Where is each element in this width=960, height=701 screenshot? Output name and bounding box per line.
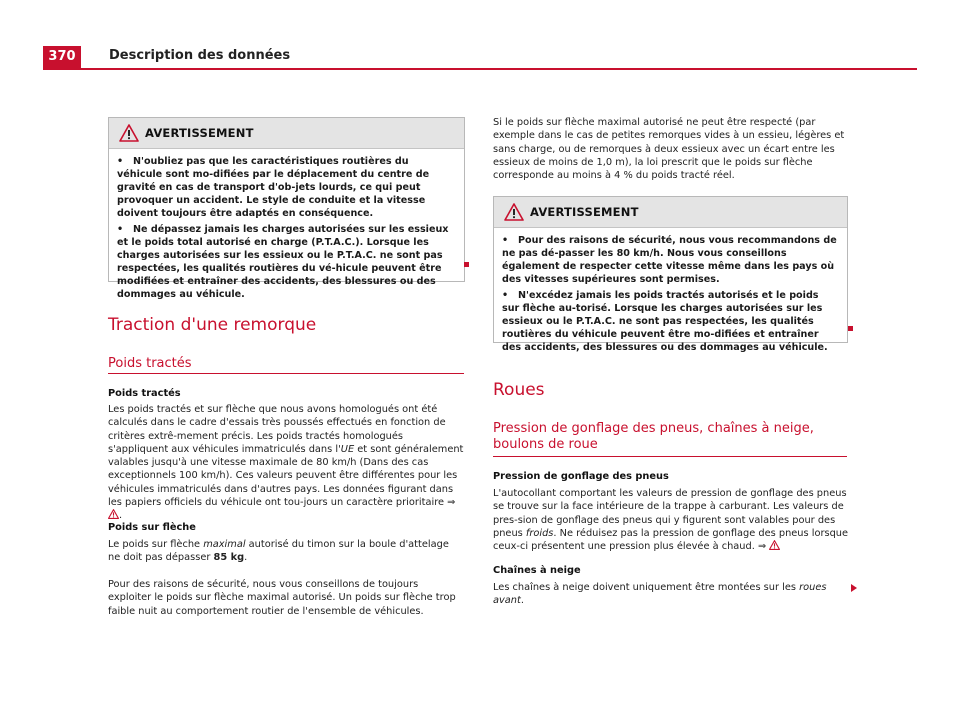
- section-title: Roues: [493, 380, 545, 400]
- continue-arrow-icon: [851, 584, 857, 592]
- subsection-rule: [108, 373, 464, 374]
- page-header: [43, 46, 917, 68]
- subsection-title: Pression de gonﬂage des pneus, chaînes à neige, boulons de roue: [493, 421, 814, 452]
- body-paragraph: Les chaînes à neige doivent uniquement être montées sur les roues avant.: [493, 582, 827, 607]
- warning-header: [494, 197, 847, 228]
- warning-triangle-icon: [504, 203, 524, 221]
- warning-triangle-icon[interactable]: [769, 540, 780, 550]
- body-paragraph: Le poids sur ﬂèche maximal autorisé du timon sur la boule d'attelage ne doit pas dépasser 85 kg.: [108, 539, 449, 564]
- warning-item: • N'excédez jamais les poids tractés autorisés et le poids sur ﬂèche au-torisé. Lorsque les charges autorisées sur les essieux ou le P.T.A.C. ne sont pas respectées, les qualités routières du véhicule peuvent être mo-diﬁées et entraîner des accidents, des blessures ou des dommages au véhicule.: [502, 290, 828, 353]
- block-heading: Poids tractés: [108, 388, 181, 399]
- body-paragraph: L'autocollant comportant les valeurs de pression de gonﬂage des pneus se trouve sur la face intérieure de la trappe à carburant. Les valeurs de pres-sion de gonﬂage des pneus qui y ﬁgurent sont valables pour des pneus froids. Ne réduisez pas la pression de gonﬂage des pneus lorsque ceux-ci présentent une pression plus élevée à chaud. ⇒: [493, 488, 849, 553]
- warning-header: [109, 118, 464, 149]
- body-paragraph: Si le poids sur ﬂèche maximal autorisé ne peut être respecté (par exemple dans le cas de petites remorques vides à un essieu, légères et sans charge, ou de remorques à deux essieux avec un écart entre les essieux de moins de 1,0 m), la loi prescrit que le poids sur ﬂèche corresponde au moins à 4 % du poids tracté réel.: [493, 117, 845, 182]
- subsection-rule: [493, 456, 847, 457]
- warning-box-right: [493, 196, 848, 353]
- header-rule: [43, 68, 917, 70]
- warning-title: AVERTISSEMENT: [530, 205, 639, 219]
- end-of-section-square: [464, 262, 469, 267]
- warning-body: [109, 149, 464, 308]
- section-title: Traction d'une remorque: [108, 315, 317, 335]
- warning-title: AVERTISSEMENT: [145, 126, 254, 140]
- body-paragraph: Pour des raisons de sécurité, nous vous conseillons de toujours exploiter le poids sur ﬂèche maximal autorisé. Un poids sur ﬂèche trop faible nuit au comportement routier de l'ensemble de véhicules.: [108, 579, 456, 617]
- page-number: 370: [43, 46, 81, 68]
- warning-box-left: [108, 117, 465, 300]
- warning-item: • Pour des raisons de sécurité, nous vous recommandons de ne pas dé-passer les 80 km/h. Nous vous conseillons également de respecter cette vitesse même dans les pays où des vitesses supérieures sont permises.: [502, 235, 837, 285]
- warning-triangle-icon[interactable]: [108, 509, 119, 519]
- end-of-section-square: [848, 326, 853, 331]
- page-title: Description des données: [109, 48, 291, 63]
- warning-item: • Ne dépassez jamais les charges autorisées sur les essieux et le poids total autorisé en charge (P.T.A.C.). Lorsque les charges autorisées sur les essieux ou le P.T.A.C. ne sont pas respectées, les qualités routières du vé-hicule peuvent être modiﬁées et entraîner des accidents, des blessures ou des dommages au véhicule.: [117, 224, 449, 300]
- warning-triangle-icon: [119, 124, 139, 142]
- body-paragraph: Les poids tractés et sur ﬂèche que nous avons homologués ont été calculés dans le cadre d'essais très poussés effectués en fonction de critères extrê-mement précis. Les poids tractés homologués s'appliquent aux véhicules immatriculés dans l'UE et sont généralement valables jusqu'à une vitesse maximale de 80 km/h (Dans des cas exceptionnels 100 km/h). Ces valeurs peuvent être différentes pour les véhicules immatriculés dans d'autres pays. Les données ﬁgurant dans les papiers ofﬁciels du véhicule ont tou-jours un caractère prioritaire ⇒ .: [108, 404, 464, 522]
- block-heading: Poids sur ﬂèche: [108, 522, 196, 533]
- warning-item: • N'oubliez pas que les caractéristiques routières du véhicule sont mo-diﬁées par le déplacement du centre de gravité en cas de transport d'ob-jets lourds, ce qui peut provoquer un accident. Le style de conduite et la vitesse doivent toujours être adaptés en conséquence.: [117, 156, 430, 219]
- warning-body: [494, 228, 847, 361]
- block-heading: Pression de gonﬂage des pneus: [493, 471, 669, 482]
- block-heading: Chaînes à neige: [493, 565, 581, 576]
- subsection-title: Poids tractés: [108, 356, 192, 371]
